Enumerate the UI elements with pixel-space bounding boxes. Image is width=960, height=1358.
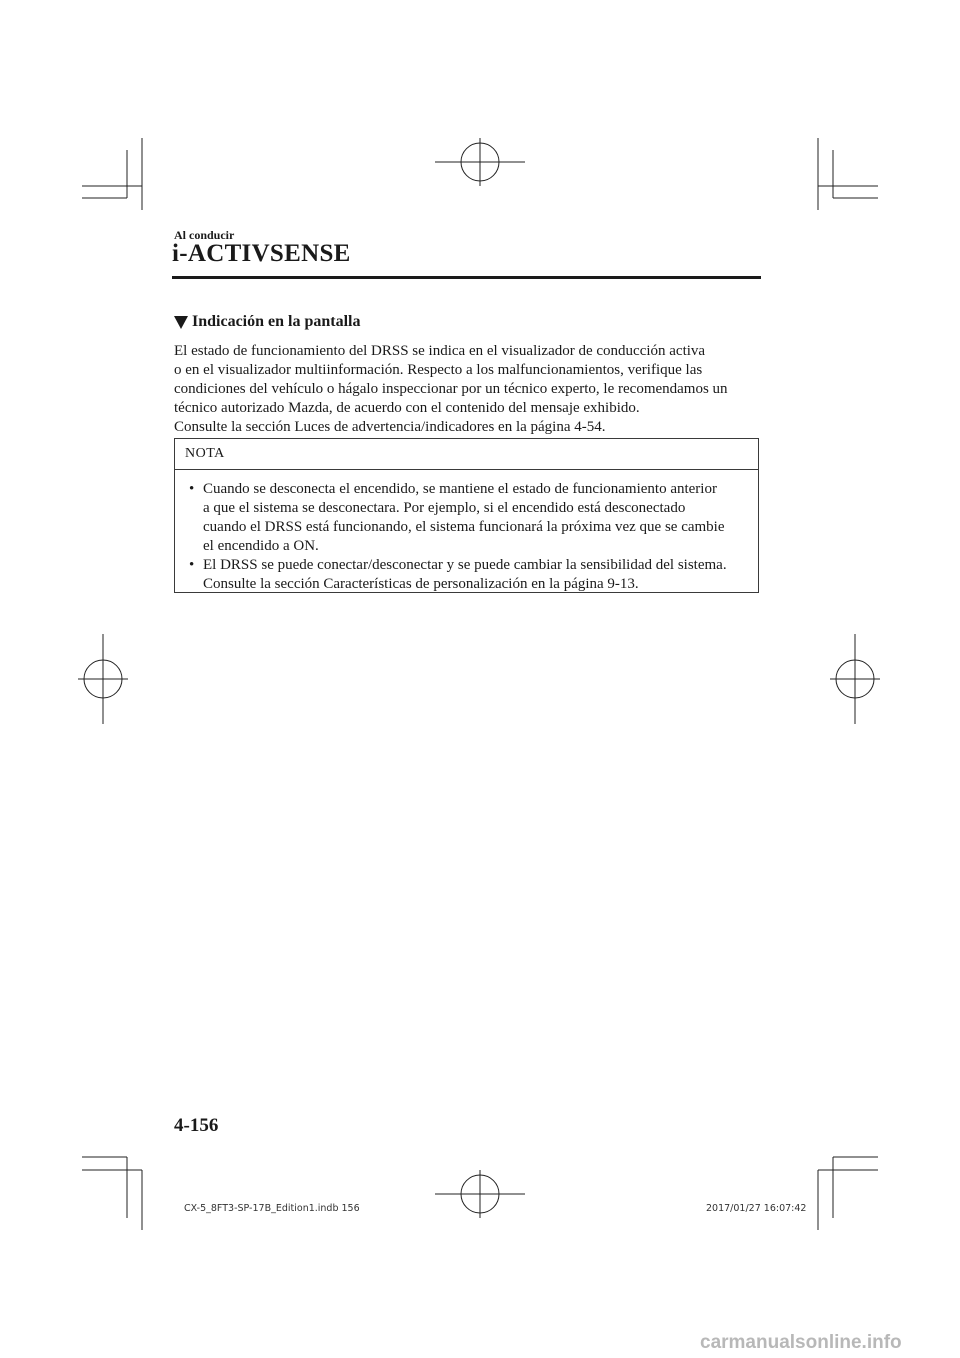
body-line: El estado de funcionamiento del DRSS se indica en el visualizador de conducción activa: [174, 343, 706, 359]
note-list: [175, 470, 758, 594]
note-title: NOTA: [175, 439, 758, 470]
footer-file-info: CX-5_8FT3-SP-17B_Edition1.indb 156: [184, 1203, 360, 1214]
body-line: o en el visualizador multiinformación. Respecto a los malfuncionamientos, verifique las: [174, 362, 703, 378]
watermark: carmanualsonline.info: [700, 1332, 902, 1353]
section-heading: [174, 313, 360, 331]
note-line: cuando el DRSS está funcionando, el sistema funcionará la próxima vez que se cambie: [203, 519, 725, 535]
title-divider: [172, 276, 761, 279]
body-line: condiciones del vehículo o hágalo inspeccionar por un técnico experto, le recomendamos un: [174, 381, 728, 397]
section-heading-text: Indicación en la pantalla: [192, 313, 361, 330]
triangle-down-icon: [174, 316, 188, 329]
page-number: 4-156: [174, 1115, 219, 1136]
note-item: [175, 556, 758, 594]
chapter-title: i-ACTIVSENSE: [172, 240, 351, 267]
note-item: [175, 480, 758, 556]
footer-date-info: 2017/01/27 16:07:42: [706, 1203, 807, 1214]
chapter-label: Al conducir: [174, 228, 235, 242]
note-line: Cuando se desconecta el encendido, se mantiene el estado de funcionamiento anterior: [203, 481, 717, 497]
body-line: técnico autorizado Mazda, de acuerdo con el contenido del mensaje exhibido.: [174, 400, 640, 416]
bullet-icon: •: [189, 481, 195, 497]
note-box: [174, 438, 759, 593]
note-line: Consulte la sección Características de personalización en la página 9-13.: [203, 576, 639, 592]
note-line: El DRSS se puede conectar/desconectar y se puede cambiar la sensibilidad del sistema.: [203, 557, 727, 573]
note-line: el encendido a ON.: [203, 538, 319, 554]
body-line: Consulte la sección Luces de advertencia/indicadores en la página 4-54.: [174, 419, 606, 435]
section-body: [174, 342, 764, 437]
note-line: a que el sistema se desconectara. Por ejemplo, si el encendido está desconectado: [203, 500, 686, 516]
bullet-icon: •: [189, 557, 195, 573]
